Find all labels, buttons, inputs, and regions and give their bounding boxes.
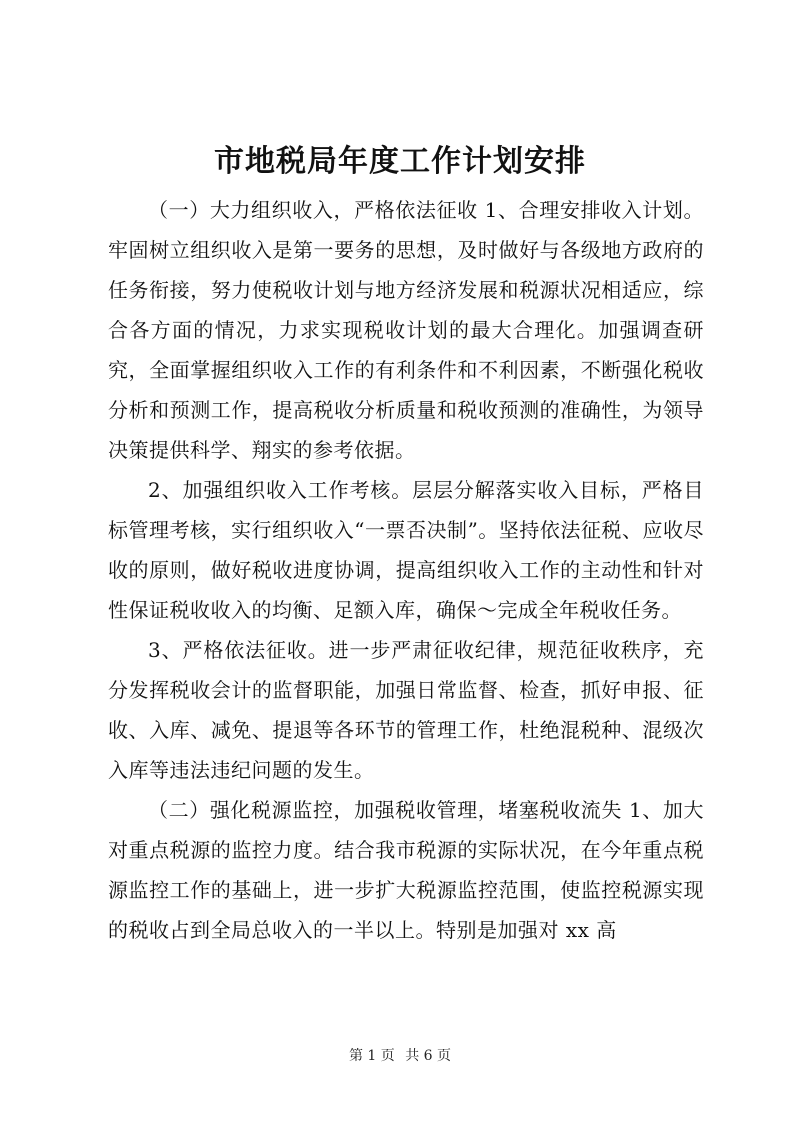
paragraph-1: （一）大力组织收入，严格依法征收 1、合理安排收入计划。牢固树立组织收入是第一要务的思想，及时做好与各级地方政府的任务衔接，努力使税收计划与地方经济发展和税源状况相适应，综合各方面的情况，力求实现税收计划的最大合理化。加强调查研究，全面掌握组织收入工作的有利条件和不利因素，不断强化税收分析和预测工作，提高税收分析质量和税收预测的准确性，为领导决策提供科学、翔实的参考依据。 <box>108 198 704 462</box>
document-body <box>108 190 704 950</box>
paragraph-3: 3、严格依法征收。进一步严肃征收纪律，规范征收秩序，充分发挥税收会计的监督职能，加强日常监督、检查，抓好申报、征收、入库、减免、提退等各环节的管理工作，杜绝混税种、混级次入库等违法违纪问题的发生。 <box>108 638 704 782</box>
paragraph-2: 2、加强组织收入工作考核。层层分解落实收入目标，严格目标管理考核，实行组织收入“一票否决制”。坚持依法征税、应收尽收的原则，做好税收进度协调，提高组织收入工作的主动性和针对性保证税收收入的均衡、足额入库，确保～完成全年税收任务。 <box>108 478 704 622</box>
paragraph-4: （二）强化税源监控，加强税收管理，堵塞税收流失 1、加大对重点税源的监控力度。结合我市税源的实际状况，在今年重点税源监控工作的基础上，进一步扩大税源监控范围，使监控税源实现的税收占到全局总收入的一半以上。特别是加强对 xx 高 <box>108 798 704 942</box>
page-footer <box>0 1046 800 1066</box>
page-total: 共 6 页 <box>405 1048 452 1064</box>
document-title: 市地税局年度工作计划安排 <box>214 144 586 179</box>
page-number: 第 1 页 <box>348 1048 395 1064</box>
